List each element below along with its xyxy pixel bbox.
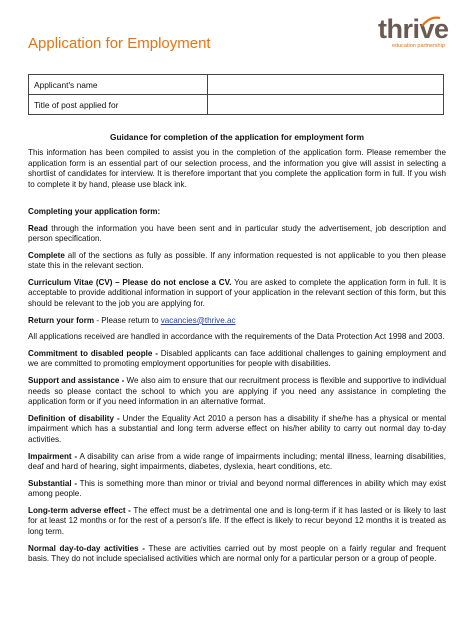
logo-tagline: education partnership [392,43,445,49]
guidance-body [28,148,446,571]
substantial-paragraph [28,479,446,500]
logo-wordmark: thrive [378,14,449,44]
support-paragraph [28,376,446,408]
applicant-details-table [28,74,444,115]
definition-paragraph [28,414,446,446]
cv-paragraph [28,278,446,310]
read-paragraph [28,224,446,245]
read-text: through the information you have been sent and in particular study the advertisement, job description and person specification. [28,223,446,243]
page-title: Application for Employment [28,35,211,52]
guidance-heading: Guidance for completion of the application for employment form [110,132,364,142]
complete-text: all of the sections as fully as possible. If any information requested is not applicable to you then please state this in the relevant section. [28,250,446,271]
applicant-name-field[interactable] [208,75,444,95]
complete-paragraph [28,251,446,272]
table-row [29,75,444,95]
post-title-label: Title of post applied for [29,95,208,115]
support-term: Support and assistance - [28,376,125,386]
substantial-text: This is something more than minor or trivial and beyond normal differences in ability which may exist among people. [28,478,446,499]
return-paragraph [28,316,446,327]
table-row [29,95,444,115]
definition-text: Under the Equality Act 2010 a person has a disability if she/he has a physical or mental impairment which has a substantial and long term adverse effect on his/her ability to carry out normal day to-day activities. [28,413,446,444]
impairment-paragraph [28,452,446,473]
completing-heading: Completing your application form: [28,207,161,216]
longterm-text: The effect must be a detrimental one and is long-term if it has lasted or is likely to last for at least 12 months or for the rest of a person's life. If the effect is likely to recur beyond 12 months it is treated as long term. [28,505,446,536]
return-text: - Please return to [94,315,161,325]
data-protection-paragraph: All applications received are handled in accordance with the requirements of the Data Protection Act 1998 and 2003. [28,332,445,342]
complete-term: Complete [28,250,65,260]
normal-text: These are activities carried out by most people on a fairly regular and frequent basis. They do not include specialised activities which are normal only for a particular person or a group of people. [28,543,446,564]
impairment-term: Impairment - [28,451,78,461]
support-text: We also aim to ensure that our recruitment process is flexible and supportive to individual needs so please contact the school to which you are applying if you need any assistance in completing the application form or if you need information in an alternative format. [28,376,447,407]
disabled-paragraph [28,349,446,370]
longterm-term: Long-term adverse effect - [28,505,131,515]
definition-term: Definition of disability - [28,413,120,423]
normal-term: Normal day-to-day activities - [28,543,145,553]
impairment-text: A disability can arise from a wide range of impairments including; mental illness, learning disabilities, deaf and hard of hearing, sight impairments, diabetes, dyslexia, heart conditions, etc. [28,451,446,471]
read-term: Read [28,223,48,233]
substantial-term: Substantial - [28,478,78,488]
applicant-name-label: Applicant's name [29,75,208,95]
intro-paragraph: This information has been compiled to assist you in the completion of the application form. Please remember the application form is an essential part of our selection process, and the information you give will assist in selecting a shortlist of candidates for interview. It is therefore important that you complete the application form in full. If you wish to complete it by hand, please use black ink. [28,148,446,189]
disabled-term: Commitment to disabled people - [28,348,158,358]
thrive-logo [378,14,450,54]
cv-text: You are asked to complete the application form in full. It is acceptable to provide additional information in support of your application in the relevant section of this form, but this should be relevant to the job you are applying for. [28,277,447,308]
return-term: Return your form [28,315,95,325]
email-link[interactable]: vacancies@thrive.ac [160,315,236,325]
normal-activities-paragraph [28,544,446,565]
post-title-field[interactable] [208,95,444,115]
logo-swoosh-icon [420,16,442,28]
disabled-text: Disabled applicants can face additional challenges to gaining employment and we are committed to promoting employment opportunities for people with disabilities. [28,348,446,369]
longterm-paragraph [28,506,446,538]
cv-term: Curriculum Vitae (CV) – Please do not enclose a CV. [28,277,232,287]
